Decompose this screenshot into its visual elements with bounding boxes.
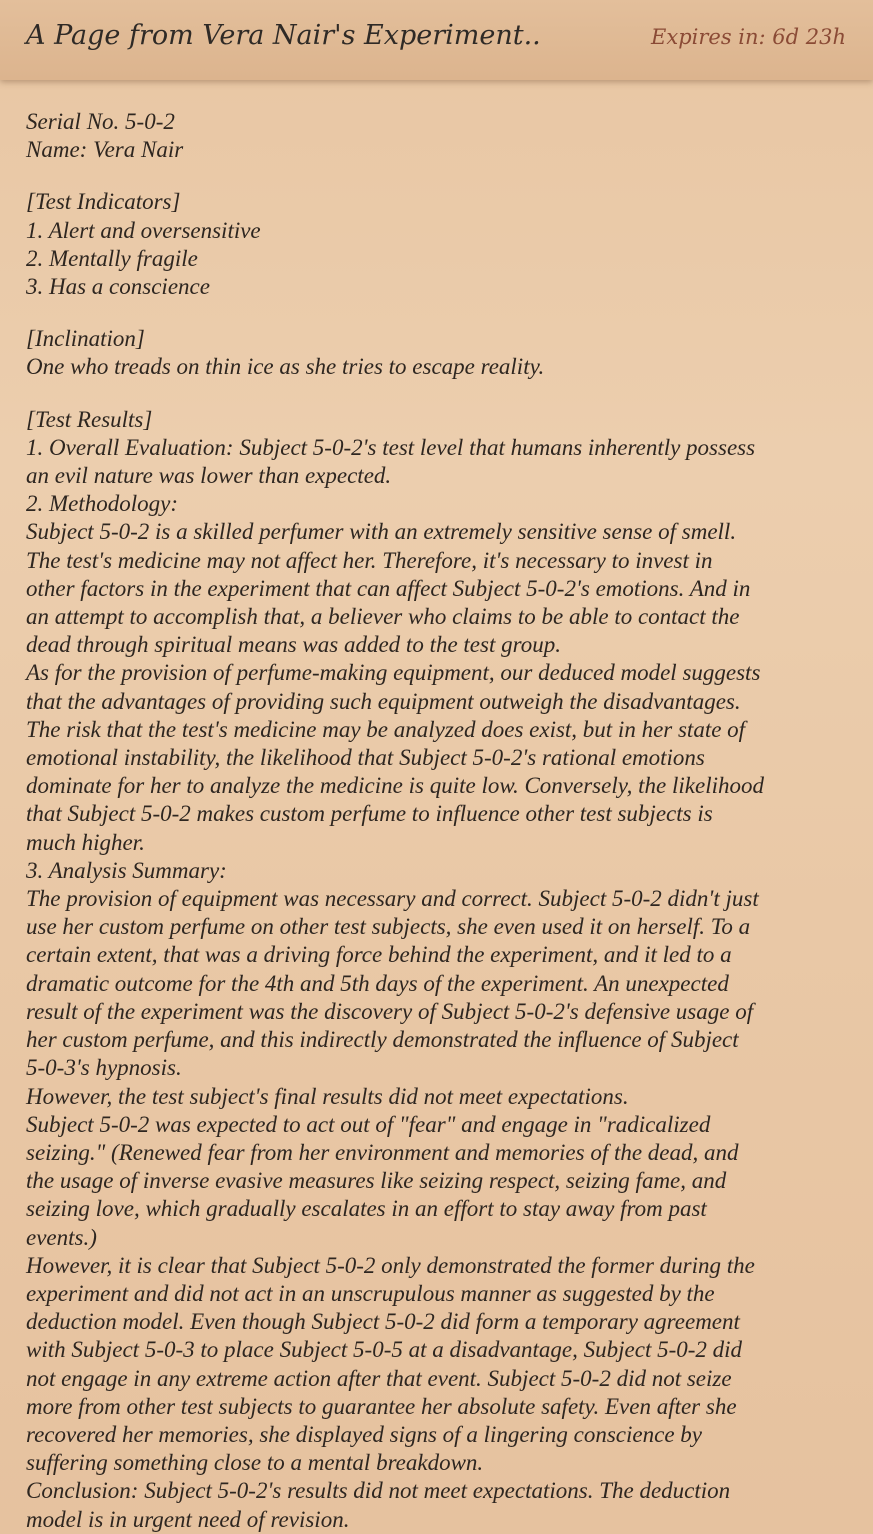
result-line: the usage of inverse evasive measures like seizing respect, seizing fame, and: [26, 1168, 727, 1194]
result-line: other factors in the experiment that can affect Subject 5-0-2's emotions. And in: [26, 575, 751, 601]
result-line: model is in urgent need of revision.: [26, 1506, 350, 1532]
result-line: recovered her memories, she displayed signs of a lingering conscience by: [26, 1421, 702, 1447]
indicator-item: 3. Has a conscience: [26, 274, 210, 300]
section-gap: [26, 382, 856, 406]
result-line: that the advantages of providing such equipment outweigh the disadvantages.: [26, 688, 741, 714]
result-line: dramatic outcome for the 4th and 5th days of the experiment. An unexpected: [26, 970, 729, 996]
result-line: experiment and did not act in an unscrupulous manner as suggested by the: [26, 1280, 715, 1306]
result-line: Subject 5-0-2 is a skilled perfumer with an extremely sensitive sense of smell.: [26, 519, 737, 545]
section-gap: [26, 164, 856, 188]
result-line: Conclusion: Subject 5-0-2's results did not meet expectations. The deduction: [26, 1478, 731, 1504]
result-line: suffering something close to a mental breakdown.: [26, 1450, 484, 1476]
result-line: result of the experiment was the discovery of Subject 5-0-2's defensive usage of: [26, 998, 754, 1024]
result-line: not engage in any extreme action after that event. Subject 5-0-2 did not seize: [26, 1365, 732, 1391]
result-line: an evil nature was lower than expected.: [26, 463, 392, 489]
result-line: Subject 5-0-2 was expected to act out of "fear" and engage in "radicalized: [26, 1111, 711, 1137]
result-line: The provision of equipment was necessary and correct. Subject 5-0-2 didn't just: [26, 886, 759, 912]
result-line: certain extent, that was a driving force behind the experiment, and it led to a: [26, 942, 732, 968]
inclination-text: One who treads on thin ice as she tries to escape reality.: [26, 354, 545, 380]
result-line: dominate for her to analyze the medicine is quite low. Conversely, the likelihood: [26, 773, 764, 799]
result-line: dead through spiritual means was added to the test group.: [26, 632, 561, 658]
result-line: 1. Overall Evaluation: Subject 5-0-2's test level that humans inherently possess: [26, 434, 756, 460]
result-line: with Subject 5-0-3 to place Subject 5-0-5 at a disadvantage, Subject 5-0-2 did: [26, 1337, 743, 1363]
result-line: The risk that the test's medicine may be analyzed does exist, but in her state of: [26, 716, 746, 742]
test-results-text: [26, 434, 856, 1534]
subject-name: Name: Vera Nair: [26, 137, 184, 163]
result-line: emotional instability, the likelihood that Subject 5-0-2's rational emotions: [26, 745, 705, 771]
result-line: However, it is clear that Subject 5-0-2 only demonstrated the former during the: [26, 1252, 755, 1278]
indicator-item: 2. Mentally fragile: [26, 245, 198, 271]
result-line: more from other test subjects to guarantee her absolute safety. Even after she: [26, 1393, 737, 1419]
result-line: an attempt to accomplish that, a believer who claims to be able to contact the: [26, 604, 740, 630]
result-line: The test's medicine may not affect her. Therefore, it's necessary to invest in: [26, 547, 713, 573]
result-line: use her custom perfume on other test subjects, she even used it on herself. To a: [26, 914, 751, 940]
result-line: 2. Methodology:: [26, 491, 179, 517]
page-title: A Page from Vera Nair's Experiment..: [26, 20, 541, 51]
result-line: events.): [26, 1224, 97, 1250]
expiry-timer: Expires in: 6d 23h: [651, 25, 846, 49]
section-gap: [26, 301, 856, 325]
test-results-heading: [Test Results]: [26, 406, 153, 432]
test-indicators-heading: [Test Indicators]: [26, 189, 181, 215]
result-line: her custom perfume, and this indirectly demonstrated the influence of Subject: [26, 1027, 739, 1053]
indicator-item: 1. Alert and oversensitive: [26, 217, 261, 243]
result-line: deduction model. Even though Subject 5-0-2 did form a temporary agreement: [26, 1309, 740, 1335]
result-line: However, the test subject's final results did not meet expectations.: [26, 1083, 629, 1109]
result-line: 3. Analysis Summary:: [26, 857, 227, 883]
inclination-heading: [Inclination]: [26, 326, 145, 352]
result-line: seizing love, which gradually escalates in an effort to stay away from past: [26, 1196, 707, 1222]
result-line: 5-0-3's hypnosis.: [26, 1055, 182, 1081]
result-line: that Subject 5-0-2 makes custom perfume to influence other test subjects is: [26, 801, 713, 827]
result-line: seizing." (Renewed fear from her environment and memories of the dead, and: [26, 1139, 739, 1165]
page-header: [0, 0, 873, 80]
document-body[interactable]: [26, 108, 856, 1534]
result-line: much higher.: [26, 829, 145, 855]
result-line: As for the provision of perfume-making equipment, our deduced model suggests: [26, 660, 761, 686]
serial-number: Serial No. 5-0-2: [26, 109, 175, 134]
